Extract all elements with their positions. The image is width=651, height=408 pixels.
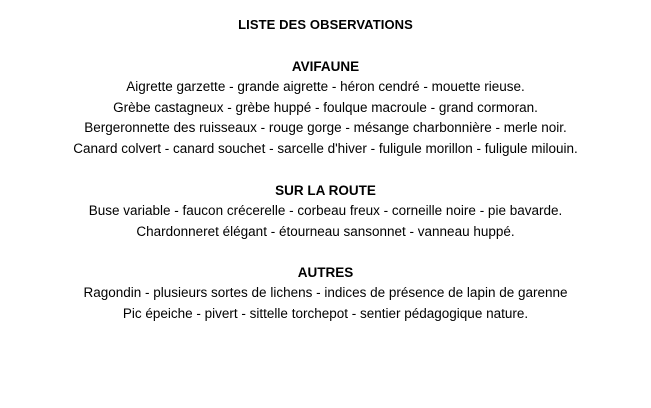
section-sur-la-route xyxy=(0,181,651,242)
observation-line: Aigrette garzette - grande aigrette - héron cendré - mouette rieuse. xyxy=(126,79,525,94)
observation-line: Pic épeiche - pivert - sittelle torchepot - sentier pédagogique nature. xyxy=(122,305,529,321)
observation-line: Chardonneret élégant - étourneau sansonnet - vanneau huppé. xyxy=(136,223,515,239)
section-autres xyxy=(0,263,651,324)
observation-line: Bergeronnette des ruisseaux - rouge gorge - mésange charbonnière - merle noir. xyxy=(84,120,567,136)
observation-line: Ragondin - plusieurs sortes de lichens - indices de présence de lapin de garenne xyxy=(83,285,568,300)
section-heading-autres: AUTRES xyxy=(297,265,354,280)
observation-line: Grèbe castagneux - grèbe huppé - foulque macroule - grand cormoran. xyxy=(113,99,538,115)
page-title: LISTE DES OBSERVATIONS xyxy=(238,17,413,32)
observation-line: Canard colvert - canard souchet - sarcelle d'hiver - fuligule morillon - fuligule milouin. xyxy=(73,140,578,156)
observation-line: Buse variable - faucon crécerelle - corbeau freux - corneille noire - pie bavarde. xyxy=(88,203,563,218)
section-heading-avifaune: AVIFAUNE xyxy=(291,59,360,74)
section-avifaune xyxy=(0,57,651,159)
section-heading-sur-la-route: SUR LA ROUTE xyxy=(275,183,376,198)
